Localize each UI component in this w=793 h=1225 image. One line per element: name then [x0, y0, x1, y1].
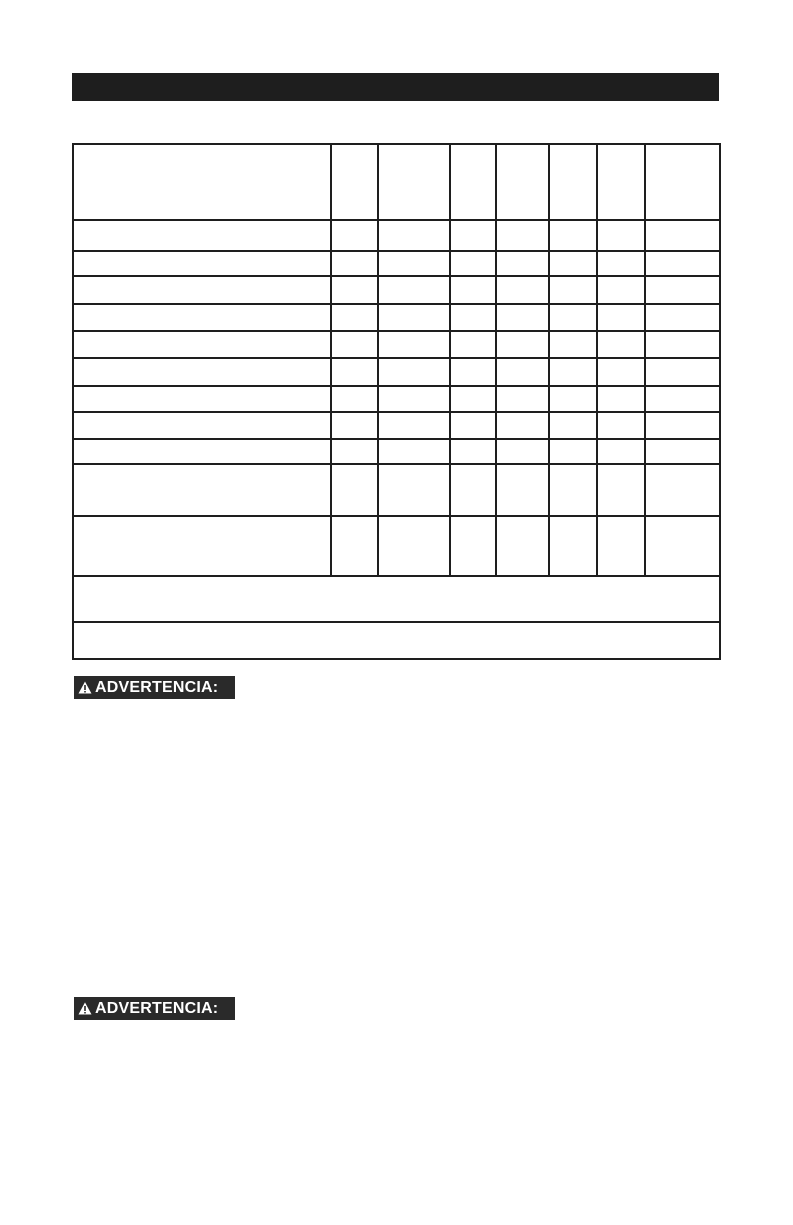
table-cell	[331, 464, 378, 516]
table-cell	[597, 276, 645, 304]
table-cell	[645, 331, 720, 358]
table-cell	[73, 464, 331, 516]
table-cell	[645, 251, 720, 276]
warning-label: ADVERTENCIA:	[95, 679, 219, 696]
table-cell	[73, 412, 331, 439]
table-cell	[597, 516, 645, 576]
table-cell	[450, 386, 496, 412]
table-cell	[549, 144, 597, 220]
table-cell	[645, 144, 720, 220]
table-cell	[378, 331, 450, 358]
table-cell	[73, 220, 331, 251]
table-row	[73, 304, 720, 331]
table-cell	[549, 251, 597, 276]
table-cell	[597, 220, 645, 251]
warning-triangle-icon	[78, 681, 92, 694]
table-cell	[378, 439, 450, 464]
table-cell	[73, 439, 331, 464]
table-cell	[450, 276, 496, 304]
table-cell	[450, 439, 496, 464]
table-cell	[378, 358, 450, 386]
table-cell	[450, 304, 496, 331]
table-cell	[331, 516, 378, 576]
table-cell	[73, 358, 331, 386]
table-cell	[450, 412, 496, 439]
table-cell	[597, 464, 645, 516]
table-cell	[73, 304, 331, 331]
table-cell	[331, 220, 378, 251]
table-cell	[645, 358, 720, 386]
table-cell	[597, 331, 645, 358]
table-cell	[450, 464, 496, 516]
table-footnote-row	[73, 576, 720, 622]
table-cell	[73, 251, 331, 276]
table-footnote-cell	[73, 622, 720, 659]
table-cell	[450, 144, 496, 220]
table-cell	[549, 516, 597, 576]
table-cell	[645, 439, 720, 464]
table-cell	[496, 251, 549, 276]
table-cell	[645, 464, 720, 516]
table-cell	[549, 331, 597, 358]
table-cell	[450, 331, 496, 358]
table-cell	[496, 439, 549, 464]
table-row	[73, 251, 720, 276]
table-cell	[549, 412, 597, 439]
table-cell	[73, 276, 331, 304]
table-cell	[496, 464, 549, 516]
table-cell	[496, 412, 549, 439]
table-cell	[549, 358, 597, 386]
table-cell	[549, 439, 597, 464]
table-cell	[450, 358, 496, 386]
table-cell	[450, 516, 496, 576]
table-cell	[549, 386, 597, 412]
table-cell	[73, 331, 331, 358]
section-header-bar	[72, 73, 719, 101]
table-row	[73, 464, 720, 516]
table-cell	[378, 304, 450, 331]
table-cell	[378, 220, 450, 251]
table-cell	[597, 386, 645, 412]
table-cell	[331, 439, 378, 464]
table-row	[73, 439, 720, 464]
table-cell	[549, 220, 597, 251]
table-cell	[645, 276, 720, 304]
table-cell	[496, 516, 549, 576]
table-cell	[496, 386, 549, 412]
table-cell	[496, 220, 549, 251]
table-cell	[549, 304, 597, 331]
table-row	[73, 386, 720, 412]
table-cell	[496, 358, 549, 386]
table-cell	[645, 412, 720, 439]
table-cell	[331, 386, 378, 412]
table-footnote-row	[73, 622, 720, 659]
table-cell	[597, 304, 645, 331]
table-cell	[597, 412, 645, 439]
table-cell	[496, 276, 549, 304]
table-row	[73, 331, 720, 358]
table-cell	[331, 276, 378, 304]
table-cell	[645, 386, 720, 412]
table-cell	[331, 251, 378, 276]
table-cell	[378, 464, 450, 516]
table-cell	[331, 412, 378, 439]
table-cell	[331, 331, 378, 358]
warning-label: ADVERTENCIA:	[95, 1000, 219, 1017]
table-cell	[645, 516, 720, 576]
table-cell	[378, 144, 450, 220]
table-cell	[73, 144, 331, 220]
table-row	[73, 516, 720, 576]
table-cell	[645, 220, 720, 251]
table-cell	[645, 304, 720, 331]
table-cell	[597, 439, 645, 464]
table-cell	[378, 276, 450, 304]
table-cell	[331, 358, 378, 386]
table-cell	[378, 412, 450, 439]
table-header-row	[73, 144, 720, 220]
table-cell	[331, 304, 378, 331]
table-cell	[597, 358, 645, 386]
table-cell	[450, 251, 496, 276]
table-row	[73, 220, 720, 251]
table-cell	[496, 144, 549, 220]
warning-badge	[74, 997, 235, 1020]
table-footnote-cell	[73, 576, 720, 622]
table-cell	[331, 144, 378, 220]
specifications-table	[72, 143, 721, 660]
table-cell	[378, 386, 450, 412]
table-cell	[378, 251, 450, 276]
table-cell	[549, 276, 597, 304]
warning-triangle-icon	[78, 1002, 92, 1015]
table-cell	[496, 331, 549, 358]
table-cell	[496, 304, 549, 331]
table-cell	[450, 220, 496, 251]
table-cell	[597, 144, 645, 220]
table-cell	[73, 386, 331, 412]
table-cell	[73, 516, 331, 576]
table-row	[73, 276, 720, 304]
warning-badge	[74, 676, 235, 699]
table-cell	[597, 251, 645, 276]
table-cell	[378, 516, 450, 576]
table-row	[73, 412, 720, 439]
table-row	[73, 358, 720, 386]
table-cell	[549, 464, 597, 516]
